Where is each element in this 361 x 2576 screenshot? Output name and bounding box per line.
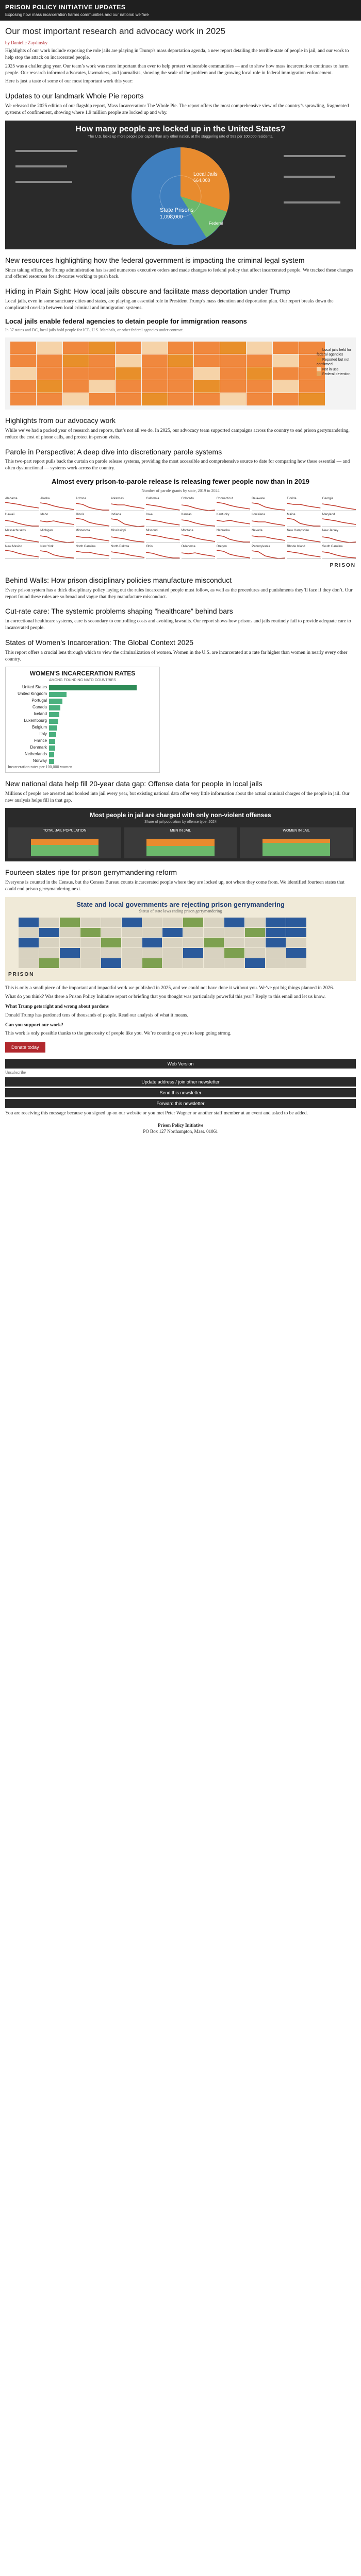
parole-state-chart bbox=[76, 529, 109, 543]
outro-q1p: Donald Trump has pardoned tens of thousands of people. Read our analysis of what it means. bbox=[5, 1012, 188, 1018]
masthead bbox=[0, 0, 361, 21]
parole-state-chart bbox=[322, 529, 356, 543]
parole-trend-line bbox=[146, 532, 179, 543]
annot-left-1 bbox=[15, 150, 77, 152]
jail-stack-men bbox=[146, 839, 214, 856]
parole-state-label: Oregon bbox=[216, 545, 227, 549]
newsletter-page bbox=[0, 0, 361, 1140]
whole-pie-sub: The U.S. locks up more people per capita than any other nation, at the staggering rate of 583 per 100,000 residents. bbox=[88, 135, 273, 139]
parole-state-chart bbox=[182, 529, 215, 543]
parole-state-chart bbox=[322, 545, 356, 559]
legend-swatch-3 bbox=[317, 367, 321, 371]
parole-state-chart bbox=[322, 513, 356, 527]
jail-chart-sub: Share of jail population by offense type, 2024 bbox=[144, 820, 217, 824]
s5-title: Behind Walls: How prison disciplinary policies manufacture misconduct bbox=[5, 575, 232, 584]
intro-byline[interactable]: by Danielle Zaydinsky bbox=[5, 40, 47, 45]
parole-state-label: Colorado bbox=[181, 497, 194, 501]
legend-item-1 bbox=[317, 348, 353, 358]
parole-trend-line bbox=[40, 548, 74, 558]
parole-state-label: Idaho bbox=[40, 513, 48, 517]
outro-q2p: This work is only possible thanks to the generosity of people like you. We’re counting on you to keep going strong. bbox=[5, 1031, 232, 1037]
parole-state-label: Kentucky bbox=[216, 513, 229, 517]
women-bar-country: Norway bbox=[32, 758, 47, 764]
jail-col-women-label: WOMEN IN JAIL bbox=[283, 829, 310, 833]
intro-title: Our most important research and advocacy work in 2025 bbox=[5, 26, 226, 36]
s6-p1: In correctional healthcare systems, care is secondary to controlling costs and avoiding lawsuits. Our report shows how prisons and jails routinely fail to provide adequate care to incarcerated people. bbox=[5, 619, 351, 631]
s8-p1: Millions of people are arrested and booked into jail every year, but existing national data offer very little information about the actual criminal charges of the people in jail. Our new analysis helps fill in that gap. bbox=[5, 791, 350, 803]
parole-state-chart bbox=[146, 513, 179, 527]
parole-state-chart bbox=[40, 497, 74, 511]
parole-trend-line bbox=[40, 500, 74, 511]
parole-state-label: Nevada bbox=[252, 529, 262, 533]
parole-state-label: New York bbox=[40, 545, 54, 549]
s5-p1: Every prison system has a thick disciplinary policy laying out the rules incarcerated people must follow, as well as the procedures and punishments they’ll face if they don’t. Our report found these rules are so broad and vague that they manufacture misconduct. bbox=[5, 587, 353, 600]
label-federal: Federal bbox=[209, 221, 223, 226]
legend-swatch-2 bbox=[317, 358, 321, 362]
parole-state-label: Michigan bbox=[40, 529, 53, 533]
parole-state-chart bbox=[182, 513, 215, 527]
gerrymander-grid bbox=[8, 914, 353, 971]
women-bar-row bbox=[8, 691, 157, 698]
legend-swatch-1 bbox=[317, 348, 321, 352]
parole-state-label: Massachusetts bbox=[5, 529, 26, 533]
parole-state-chart bbox=[111, 497, 144, 511]
parole-chart-title: Almost every prison-to-parole release is releasing fewer people now than in 2019 bbox=[52, 478, 309, 486]
s2-title: New resources highlighting how the federal government is impacting the criminal legal system bbox=[5, 256, 305, 264]
parole-trend-line bbox=[322, 532, 356, 543]
women-bar-country: Belgium bbox=[32, 725, 47, 730]
parole-state-chart bbox=[111, 545, 144, 559]
parole-state-chart bbox=[287, 513, 320, 527]
jail-map-title: Local jails enable federal agencies to detain people for immigration reasons bbox=[5, 317, 247, 325]
parole-state-chart bbox=[217, 513, 250, 527]
parole-trend-line bbox=[182, 516, 215, 527]
parole-state-label: North Carolina bbox=[75, 545, 96, 549]
update-address-button[interactable]: Update address / join other newsletter bbox=[5, 1077, 356, 1087]
women-bar-country: United Kingdom bbox=[18, 691, 47, 697]
s8-title: New national data help fill 20-year data gap: Offense data for people in local jails bbox=[5, 779, 262, 788]
stack-seg-nonviolent bbox=[31, 845, 99, 856]
donate-button[interactable]: Donate today bbox=[5, 1042, 45, 1053]
footer bbox=[5, 1119, 356, 1140]
outro-p2: What do you think? Was there a Prison Policy Initiative report or briefing that you thought was particularly powerful this year? Reply to this email and let us know. bbox=[5, 994, 326, 1000]
parole-state-label: New Jersey bbox=[322, 529, 339, 533]
intro-p3: Here is just a taste of some of our most important work this year: bbox=[5, 79, 133, 84]
parole-state-label: Connecticut bbox=[216, 497, 233, 501]
gerrymander-logo: PRISON bbox=[8, 971, 35, 977]
parole-state-chart bbox=[252, 529, 285, 543]
parole-trend-line bbox=[217, 516, 250, 527]
parole-trend-line bbox=[322, 548, 356, 558]
women-bar bbox=[49, 699, 62, 704]
stack-seg-violent bbox=[262, 839, 330, 843]
outro-p1: This is only a small piece of the important and impactful work we published in 2025, and we could not have done it without you. We’ve got big things planned in 2026. bbox=[5, 986, 334, 991]
women-bar-row bbox=[8, 704, 157, 711]
parole-state-chart bbox=[111, 529, 144, 543]
newsletter-label: Unsubscribe bbox=[5, 1070, 26, 1075]
s7-p1: This report offers a crucial lens through which to view the criminalization of women. Women in the U.S. are incarcerated at a rate far higher than women in nearly every other country. bbox=[5, 650, 348, 662]
parole-trend-line bbox=[287, 516, 320, 527]
parole-state-chart bbox=[252, 545, 285, 559]
parole-state-label: Nebraska bbox=[216, 529, 230, 533]
parole-trend-line bbox=[76, 516, 109, 527]
parole-state-label: Alabama bbox=[5, 497, 18, 501]
parole-trend-line bbox=[111, 532, 144, 543]
women-rates-chart[interactable] bbox=[5, 667, 160, 772]
parole-state-label: Maryland bbox=[322, 513, 335, 517]
parole-trend-line bbox=[111, 516, 144, 527]
s4-title: Parole in Perspective: A deep dive into discretionary parole systems bbox=[5, 447, 222, 456]
parole-state-label: Mississippi bbox=[110, 529, 126, 533]
women-bar-country: Italy bbox=[39, 732, 47, 737]
parole-state-label: New Mexico bbox=[5, 545, 22, 549]
parole-state-label: Louisiana bbox=[252, 513, 265, 517]
parole-state-label: Iowa bbox=[146, 513, 153, 517]
parole-trend-line bbox=[76, 532, 109, 543]
parole-trend-line bbox=[182, 532, 215, 543]
parole-state-label: Indiana bbox=[110, 513, 121, 517]
legend-item-3 bbox=[317, 367, 353, 372]
s2-sub1-title: Hiding in Plain Sight: How local jails obscure and facilitate mass deportation under Trump bbox=[5, 287, 290, 296]
women-bar-row bbox=[8, 758, 157, 765]
parole-state-chart bbox=[287, 529, 320, 543]
parole-state-label: Florida bbox=[287, 497, 297, 501]
women-bar bbox=[49, 692, 67, 697]
women-chart-title: WOMEN'S INCARCERATION RATES bbox=[29, 670, 136, 677]
web-version-button[interactable]: Web Version bbox=[5, 1059, 356, 1069]
s6-title: Cut-rate care: The systemic problems shaping “healthcare” behind bars bbox=[5, 607, 233, 616]
parole-trend-line bbox=[217, 548, 250, 558]
women-bar-row bbox=[8, 738, 157, 744]
stack-seg-violent bbox=[146, 839, 214, 846]
parole-trend-line bbox=[40, 532, 74, 543]
women-bar-country: Canada bbox=[32, 705, 47, 710]
women-bar-row bbox=[8, 724, 157, 731]
footer-address: PO Box 127 Northampton, Mass. 01061 bbox=[143, 1128, 218, 1134]
parole-logo: PRISON bbox=[330, 563, 356, 569]
parole-trend-line bbox=[252, 516, 285, 527]
parole-trend-line bbox=[146, 516, 179, 527]
jail-map-legend bbox=[317, 348, 353, 377]
parole-state-label: Arizona bbox=[75, 497, 86, 501]
legend-item-4 bbox=[317, 372, 353, 377]
legend-item-2 bbox=[317, 358, 353, 367]
parole-state-label: Pennsylvania bbox=[252, 545, 270, 549]
parole-trend-line bbox=[40, 516, 74, 527]
parole-trend-line bbox=[111, 500, 144, 511]
parole-state-label: Minnesota bbox=[75, 529, 90, 533]
jail-col-total bbox=[8, 827, 121, 858]
forward-newsletter-button[interactable]: Forward this newsletter bbox=[5, 1099, 356, 1108]
women-bar-country: Netherlands bbox=[24, 752, 47, 757]
parole-state-chart bbox=[217, 497, 250, 511]
label-state: State Prisons bbox=[160, 207, 194, 213]
jail-col-women bbox=[240, 827, 353, 858]
parole-state-label: Delaware bbox=[252, 497, 265, 501]
jail-col-total-label: TOTAL JAIL POPULATION bbox=[43, 829, 87, 833]
parole-trend-line bbox=[76, 548, 109, 558]
parole-state-chart bbox=[5, 497, 39, 511]
parole-trend-line bbox=[182, 548, 215, 558]
parole-state-label: Maine bbox=[287, 513, 296, 517]
intro-p1: Highlights of our work include exposing the role jails are playing in Trump's mass deportation agenda, a new report detailing the terrible state of people in jail, and our work to help stop the attack on incarcerated people. bbox=[5, 48, 349, 60]
legend-swatch-4 bbox=[317, 372, 321, 376]
jail-stack-women bbox=[262, 839, 330, 856]
s1-title: Updates to our landmark Whole Pie reports bbox=[5, 92, 144, 100]
stack-seg-nonviolent bbox=[262, 843, 330, 856]
parole-state-chart bbox=[111, 513, 144, 527]
women-bar-country: Denmark bbox=[30, 745, 47, 750]
whole-pie-chart[interactable] bbox=[5, 121, 356, 249]
parole-state-label: New Hampshire bbox=[287, 529, 309, 533]
parole-trend-line bbox=[5, 516, 39, 527]
parole-state-chart bbox=[5, 529, 39, 543]
parole-state-label: Rhode Island bbox=[287, 545, 305, 549]
parole-state-chart bbox=[287, 497, 320, 511]
parole-trend-line bbox=[5, 500, 39, 511]
jail-col-men-label: MEN IN JAIL bbox=[170, 829, 191, 833]
jail-chart-title: Most people in jail are charged with only non-violent offenses bbox=[90, 811, 271, 819]
gerrymander-map-sub: Status of state laws ending prison gerrymandering bbox=[139, 909, 222, 914]
women-bar-row bbox=[8, 698, 157, 704]
annot-left-3 bbox=[15, 181, 72, 183]
parole-state-chart bbox=[76, 497, 109, 511]
parole-state-label: Georgia bbox=[322, 497, 334, 501]
women-bar-country: Iceland bbox=[34, 711, 47, 717]
parole-trend-line bbox=[76, 500, 109, 511]
masthead-tagline: Exposing how mass incarceration harms communities and our national welfare bbox=[5, 12, 149, 18]
parole-trend-line bbox=[322, 516, 356, 527]
parole-trend-line bbox=[146, 548, 179, 558]
parole-trend-line bbox=[287, 500, 320, 511]
parole-state-label: Illinois bbox=[75, 513, 85, 517]
parole-trend-line bbox=[252, 548, 285, 558]
women-bar bbox=[49, 752, 54, 757]
s2-sub1-p: Local jails, even in some sanctuary cities and states, are playing an essential role in President Trump’s mass detention and deportation plan. Our report breaks down the complicated overlap between local criminal and immigration systems. bbox=[5, 299, 334, 311]
stack-seg-nonviolent bbox=[146, 846, 214, 856]
annot-left-2 bbox=[15, 165, 67, 167]
s1-p1: We released the 2025 edition of our flagship report, Mass Incarceration: The Whole Pie. The report offers the most comprehensive view of the country’s sprawling, fragmented systems of confinement, showing where 1.9 million people are locked up and why. bbox=[5, 104, 349, 115]
legend-label-4: Federal detention bbox=[322, 372, 351, 377]
footer-small: You are receiving this message because you signed up on our website or you met Peter Wagner or another staff member at an event and asked to be added. bbox=[5, 1111, 308, 1116]
legend-label-3: Not in use bbox=[322, 367, 339, 371]
parole-trend-line bbox=[182, 500, 215, 511]
label-state-val: 1,098,000 bbox=[160, 214, 183, 220]
parole-state-label: California bbox=[146, 497, 159, 501]
jail-map[interactable] bbox=[5, 337, 356, 410]
parole-state-chart bbox=[252, 513, 285, 527]
annot-right-2 bbox=[284, 176, 335, 178]
parole-trend-line bbox=[111, 548, 144, 558]
women-bar bbox=[49, 685, 137, 690]
parole-state-chart bbox=[76, 545, 109, 559]
footer-org-name: Prison Policy Initiative bbox=[158, 1122, 203, 1128]
jail-offense-chart[interactable] bbox=[5, 808, 356, 861]
parole-trend-line bbox=[322, 500, 356, 511]
parole-state-chart bbox=[287, 545, 320, 559]
parole-state-chart bbox=[322, 497, 356, 511]
jail-map-sub: In 37 states and DC, local jails hold people for ICE, U.S. Marshals, or other federal agencies under contract. bbox=[5, 328, 184, 333]
parole-trend-line bbox=[252, 532, 285, 543]
s2-p1: Since taking office, the Trump administration has issued numerous executive orders and made changes to federal policy that affect incarcerated people. We tracked these changes and offered resources for advocates working to push back. bbox=[5, 267, 353, 280]
intro-p2: 2025 was a challenging year. Our team’s work was more important than ever to help protect vulnerable communities — and to show how mass incarceration continues to harm people. Our research informed advocates, lawmakers, and journalists, showing the scale of the problem and the growing local role in federal immigration enforcement. bbox=[5, 63, 349, 76]
stack-seg-violent bbox=[31, 839, 99, 845]
parole-state-chart bbox=[182, 497, 215, 511]
women-bar bbox=[49, 745, 55, 751]
parole-trend-line bbox=[217, 532, 250, 543]
parole-trend-line bbox=[287, 532, 320, 543]
parole-state-chart bbox=[40, 529, 74, 543]
whole-pie-graphic bbox=[5, 140, 356, 248]
women-bar-row bbox=[8, 731, 157, 738]
parole-state-chart bbox=[146, 497, 179, 511]
masthead-brand: PRISON POLICY INITIATIVE UPDATES bbox=[5, 4, 126, 11]
women-bar-country: Luxembourg bbox=[24, 718, 47, 723]
parole-state-label: Kansas bbox=[181, 513, 192, 517]
outro-q2: Can you support our work? bbox=[5, 1022, 63, 1028]
women-bar bbox=[49, 725, 57, 731]
parole-state-label: Arkansas bbox=[110, 497, 124, 501]
s3-title: Highlights from our advocacy work bbox=[5, 416, 116, 425]
jail-stack-total bbox=[31, 839, 99, 856]
women-bar-row bbox=[8, 744, 157, 751]
annot-right-3 bbox=[284, 201, 340, 204]
parole-trend-line bbox=[146, 500, 179, 511]
legend-label-1: Local jails held for federal agencies bbox=[317, 348, 352, 357]
parole-state-label: Montana bbox=[181, 529, 193, 533]
parole-state-chart bbox=[252, 497, 285, 511]
send-newsletter-button[interactable]: Send this newsletter bbox=[5, 1088, 356, 1097]
jail-col-men bbox=[124, 827, 237, 858]
parole-state-label: Missouri bbox=[146, 529, 158, 533]
women-bar-row bbox=[8, 718, 157, 724]
parole-state-label: Oklahoma bbox=[181, 545, 195, 549]
parole-state-chart bbox=[146, 545, 179, 559]
parole-state-label: Alaska bbox=[40, 497, 50, 501]
women-bar bbox=[49, 719, 58, 724]
label-local-val: 664,000 bbox=[193, 177, 210, 183]
parole-state-label: Hawaii bbox=[5, 513, 15, 517]
parole-state-chart bbox=[40, 513, 74, 527]
parole-state-label: South Carolina bbox=[322, 545, 343, 549]
s9-p1: Everyone is counted in the Census, but the Census Bureau counts incarcerated people where they are locked up, not where they come from. We identified fourteen states that could end prison gerrymandering next. bbox=[5, 879, 345, 892]
parole-state-chart bbox=[5, 545, 39, 559]
parole-state-label: Ohio bbox=[146, 545, 153, 549]
women-rates-label: Incarceration rates per 100,000 women bbox=[8, 765, 73, 770]
s4-p1: This two-part report pulls back the curtain on parole release systems, providing the most accessible and comprehensive source to date for comparing how these essential — and often dysfunctional — systems work across the country. bbox=[5, 459, 350, 471]
parole-trend-line bbox=[5, 532, 39, 543]
annot-right-1 bbox=[284, 155, 346, 157]
parole-chart-sub: Number of parole grants by state, 2019 to 2024 bbox=[141, 488, 220, 493]
women-bar-country: France bbox=[34, 738, 47, 743]
parole-state-chart bbox=[40, 545, 74, 559]
legend-label-2: Reported but not confirmed bbox=[317, 358, 350, 367]
women-bar bbox=[49, 712, 59, 717]
parole-state-chart bbox=[5, 513, 39, 527]
outro-q1[interactable]: What Trump gets right and wrong about pardons bbox=[5, 1004, 109, 1009]
parole-trend-line bbox=[5, 548, 39, 558]
women-bar bbox=[49, 759, 54, 764]
parole-trend-line bbox=[287, 548, 320, 558]
women-bar-country: United States bbox=[22, 685, 47, 690]
women-bar bbox=[49, 705, 60, 710]
parole-state-label: North Dakota bbox=[110, 545, 129, 549]
women-bars bbox=[8, 684, 157, 765]
label-local: Local Jails bbox=[193, 171, 218, 177]
women-bar bbox=[49, 732, 56, 737]
s7-title: States of Women’s Incarceration: The Global Context 2025 bbox=[5, 638, 193, 647]
parole-small-multiples[interactable] bbox=[5, 494, 356, 562]
women-chart-sub: AMONG FOUNDING NATO COUNTRIES bbox=[49, 678, 116, 682]
gerrymander-map[interactable] bbox=[5, 897, 356, 981]
jail-map-grid bbox=[5, 337, 356, 410]
women-bar-row bbox=[8, 751, 157, 758]
whole-pie-title: How many people are locked up in the United States? bbox=[75, 124, 286, 133]
gerrymander-map-title: State and local governments are rejecting prison gerrymandering bbox=[76, 900, 285, 908]
parole-state-chart bbox=[182, 545, 215, 559]
parole-state-chart bbox=[146, 529, 179, 543]
s3-p1: While we’ve had a packed year of research and reports, that’s not all we do. In 2025, our advocacy team supported campaigns across the country to end prison gerrymandering, reduce the cost of phone calls, and protect in-person visits. bbox=[5, 428, 350, 440]
parole-state-chart bbox=[217, 529, 250, 543]
women-bar bbox=[49, 739, 55, 744]
s9-title: Fourteen states ripe for prison gerrymandering reform bbox=[5, 868, 177, 876]
parole-state-chart bbox=[217, 545, 250, 559]
parole-state-chart bbox=[76, 513, 109, 527]
women-bar-country: Portugal bbox=[31, 698, 47, 703]
parole-trend-line bbox=[252, 500, 285, 511]
women-bar-row bbox=[8, 684, 157, 691]
women-bar-row bbox=[8, 711, 157, 718]
parole-trend-line bbox=[217, 500, 250, 511]
